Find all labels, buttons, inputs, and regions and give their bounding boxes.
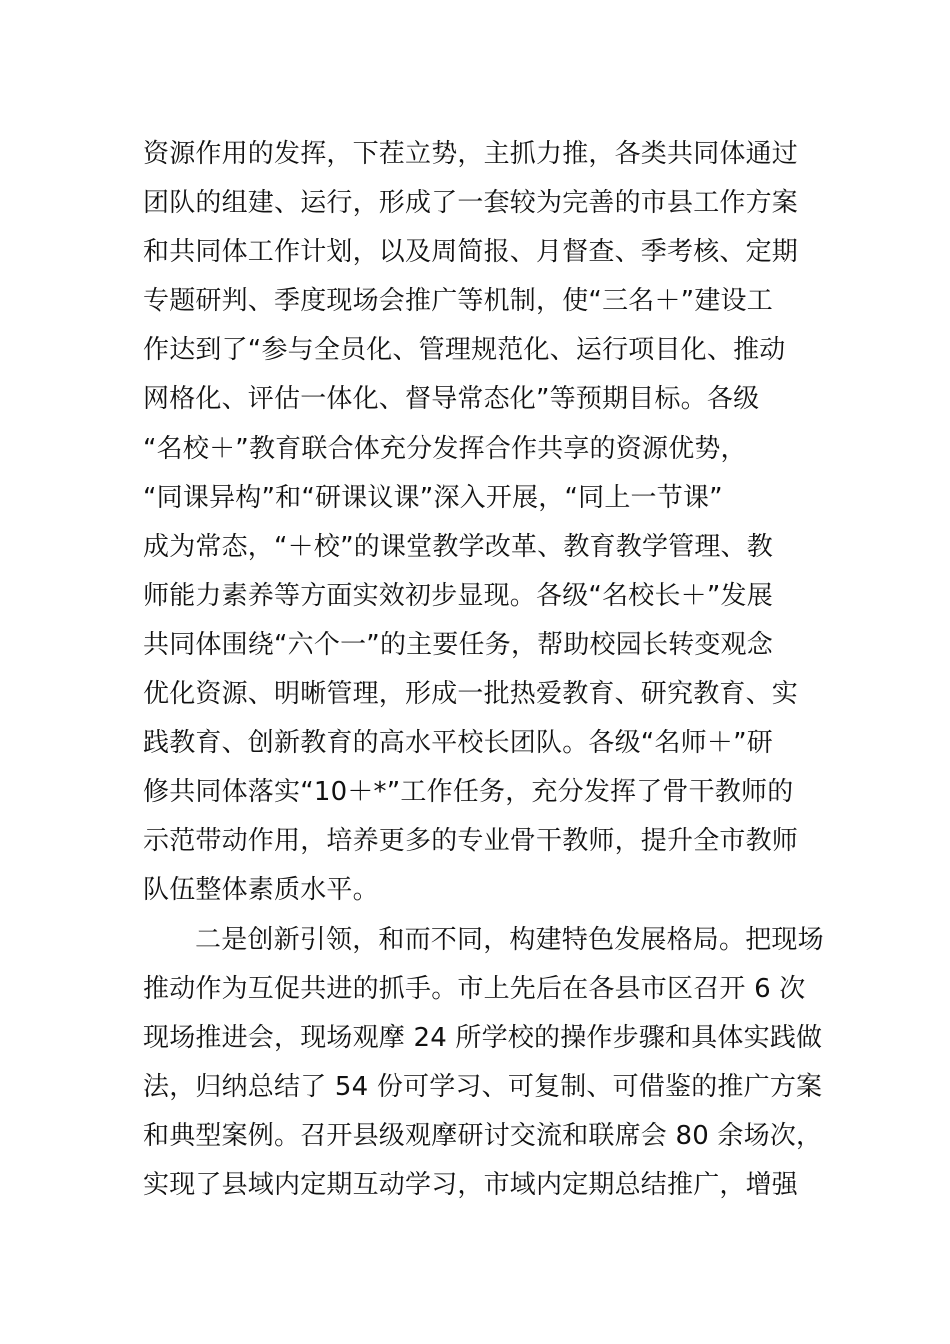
text-line: 优化资源、明晰管理，形成一批热爱教育、研究教育、实 bbox=[143, 679, 799, 710]
text-line: 示范带动作用，培养更多的专业骨干教师，提升全市教师 bbox=[143, 826, 799, 857]
text-line: 法，归纳总结了 54 份可学习、可复制、可借鉴的推广方案 bbox=[143, 1071, 823, 1102]
text-line: 作达到了“参与全员化、管理规范化、运行项目化、推动 bbox=[143, 335, 786, 366]
text-line: 和典型案例。召开县级观摩研讨交流和联席会 80 余场次， bbox=[143, 1120, 823, 1151]
text-line: 师能力素养等方面实效初步显现。各级“名校长＋”发展 bbox=[143, 580, 773, 611]
text-line: “名校＋”教育联合体充分发挥合作共享的资源优势， bbox=[143, 433, 747, 464]
text-line: 践教育、创新教育的高水平校长团队。各级“名师＋”研 bbox=[143, 728, 773, 759]
text-line: “同课异构”和“研课议课”深入开展，“同上一节课” bbox=[143, 482, 723, 513]
text-line: 现场推进会，现场观摩 24 所学校的操作步骤和具体实践做 bbox=[143, 1022, 823, 1053]
text-line: 团队的组建、运行，形成了一套较为完善的市县工作方案 bbox=[143, 188, 799, 219]
text-line: 资源作用的发挥，下茬立势，主抓力推，各类共同体通过 bbox=[143, 139, 799, 169]
text-line: 共同体围绕“六个一”的主要任务，帮助校园长转变观念 bbox=[143, 629, 773, 660]
text-line: 成为常态，“＋校”的课堂教学改革、教育教学管理、教 bbox=[143, 531, 773, 562]
text-line: 队伍整体素质水平。 bbox=[143, 875, 379, 906]
text-line: 实现了县域内定期互动学习，市域内定期总结推广，增强 bbox=[143, 1169, 799, 1200]
text-line: 和共同体工作计划，以及周简报、月督查、季考核、定期 bbox=[143, 237, 799, 268]
text-line: 网格化、评估一体化、督导常态化”等预期目标。各级 bbox=[143, 384, 760, 415]
text-line: 专题研判、季度现场会推广等机制，使“三名＋”建设工 bbox=[143, 286, 773, 317]
paragraph-start-line: 二是创新引领，和而不同，构建特色发展格局。把现场 bbox=[195, 924, 824, 955]
body-text bbox=[143, 130, 824, 1210]
text-line: 推动作为互促共进的抓手。市上先后在各县市区召开 6 次 bbox=[143, 973, 806, 1004]
text-line: 修共同体落实“10＋*”工作任务，充分发挥了骨干教师的 bbox=[143, 777, 794, 808]
